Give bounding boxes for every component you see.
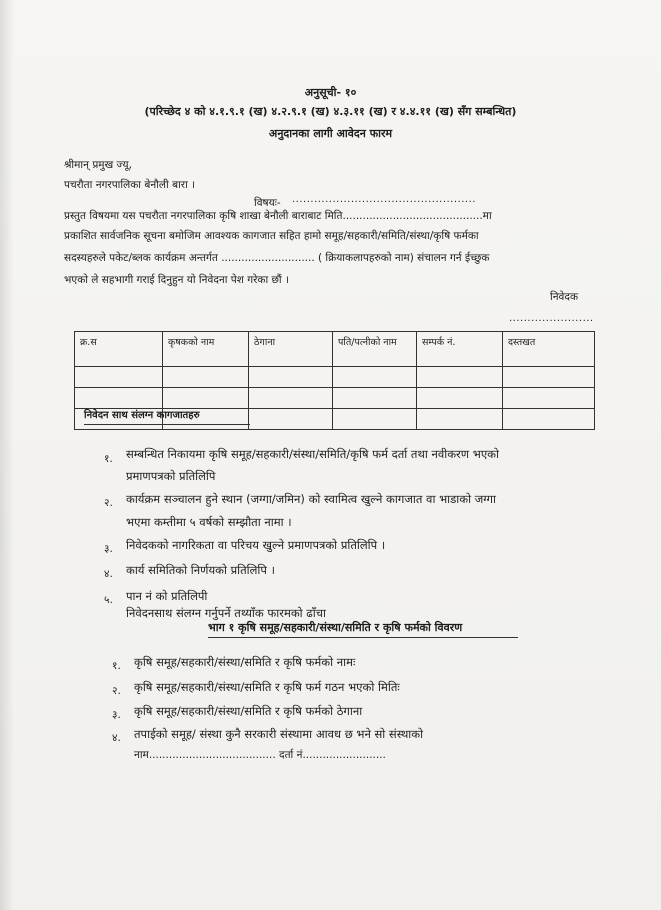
part1-number: ३.: [112, 709, 121, 721]
table-cell: [75, 367, 163, 388]
signature-blank: .......................: [509, 313, 594, 324]
attachment-item-2-line-2: भएमा कम्तीमा ५ वर्षको सम्झौता नामा ।: [126, 515, 292, 529]
table-cell: [417, 388, 503, 409]
table-cell: [503, 367, 595, 388]
part1-item-4: तपाईको समूह/ संस्था कुनै सरकारी संस्थामा आवध छ भने सो संस्थाको: [134, 727, 424, 741]
part1-underline: [208, 637, 518, 638]
table-cell: [163, 367, 249, 388]
table-cell: [249, 409, 333, 430]
attachment-number: ५.: [104, 594, 113, 606]
attachment-item-1-line-2: प्रमाणपत्रको प्रतिलिपि: [126, 469, 216, 483]
part1-heading: भाग १ कृषि समूह/सहकारी/संस्था/समिति र कृषि फर्मको विवरण: [208, 621, 463, 634]
attachment-item-1-line-1: सम्बन्धित निकायमा कृषि समूह/सहकारी/संस्था/समिति/कृषि फर्म दर्ता तथा नवीकरण भएको: [126, 447, 499, 461]
body-line-2: प्रकाशित सार्वजनिक सूचना बमोजिम आवश्यक कागजात सहित हामो समूह/सहकारी/समिति/संस्था/कृषि फर्मका: [64, 230, 479, 242]
attachment-item-3: निवेदकको नागरिकता वा परिचय खुल्ने प्रमाणपत्रको प्रतिलिपि ।: [126, 538, 386, 552]
registration-line: नाम...................................... दर्ता नं.........................: [134, 749, 386, 761]
table-cell: [333, 409, 417, 430]
table-cell: [163, 388, 249, 409]
attachment-item-2-line-1: कार्यक्रम सञ्चालन हुने स्थान (जग्गा/जमिन) को स्वामित्व खुल्ने कागजात वा भाडाको जग्गा: [126, 492, 496, 506]
col-signature: दस्तखत: [503, 332, 595, 367]
col-spouse-name: पति/पत्नीको नाम: [333, 332, 417, 367]
attachments-heading: निवेदन साथ संलग्न कागजातहरु: [84, 410, 200, 421]
part1-item-1: कृषि समूह/सहकारी/संस्था/समिति र कृषि फर्मको नामः: [134, 655, 356, 669]
applicant-label: निवेदक: [550, 291, 579, 303]
attachment-item-5-line-1: पान नं को प्रतिलिपी: [126, 589, 208, 603]
part1-item-3: कृषि समूह/सहकारी/संस्था/समिति र कृषि फर्मको ठेगाना: [134, 704, 363, 718]
part1-number: १.: [112, 660, 121, 672]
table-cell: [333, 367, 417, 388]
body-line-3: सदस्यहरुले पकेट/ब्लक कार्यक्रम अन्तर्गत ............................ ( क्रियाकलापहरुको नाम) संचालन गर्न ईच्छुक: [64, 252, 490, 264]
part1-item-2: कृषि समूह/सहकारी/संस्था/समिति र कृषि फर्म गठन भएको मितिः: [134, 680, 400, 694]
addressee: पचरौता नगरपालिका बेनौली बारा ।: [64, 179, 196, 191]
table-cell: [249, 367, 333, 388]
attachments-underline: [84, 424, 250, 425]
table-cell: [417, 409, 503, 430]
attachment-number: ४.: [104, 568, 113, 580]
col-address: ठेगाना: [249, 332, 333, 367]
attachment-number: २.: [104, 497, 113, 509]
part1-number: ४.: [112, 732, 121, 744]
body-line-1: प्रस्तुत विषयमा यस पचरौता नगरपालिका कृषि शाखा बेनौली बाराबाट मिति..........................................मा: [64, 210, 492, 222]
attachment-item-4: कार्य समितिको निर्णयको प्रतिलिपि ।: [126, 563, 275, 577]
table-row: [75, 367, 595, 388]
table-cell: [75, 388, 163, 409]
table-cell: [417, 367, 503, 388]
attachment-number: ३.: [104, 543, 113, 555]
attachment-item-5-line-2: निवेदनसाथ संलग्न गर्नुपर्ने तथ्याँक फारमको ढाँचा: [126, 606, 327, 620]
col-contact: सम्पर्क नं.: [417, 332, 503, 367]
table-cell: [503, 409, 595, 430]
table-cell: [249, 388, 333, 409]
body-line-4: भएको ले सहभागी गराई दिनुहुन यो निवेदना पेश गरेका छौं ।: [64, 274, 289, 286]
form-title: अनुदानका लागी आवेदन फारम: [268, 127, 393, 140]
salutation: श्रीमान् प्रमुख ज्यू,: [64, 159, 132, 171]
annex-reference: (परिच्छेद ४ को ४.१.९.१ (ख) ४.२.९.१ (ख) ४.३.११ (ख) र ४.४.११ (ख) सँग सम्बन्धित): [144, 105, 517, 118]
part1-number: २.: [112, 685, 121, 697]
subject-blank: ..................................................: [292, 194, 476, 205]
annex-title: अनुसूची- १०: [304, 86, 357, 99]
attachment-number: १.: [104, 453, 113, 465]
table-cell: [333, 388, 417, 409]
subject-label: विषयः-: [254, 197, 281, 209]
col-serial: क्र.स: [75, 332, 163, 367]
table-cell: [503, 388, 595, 409]
table-row: [75, 388, 595, 409]
table-header-row: [75, 332, 595, 367]
col-farmer-name: कृषकको नाम: [163, 332, 249, 367]
